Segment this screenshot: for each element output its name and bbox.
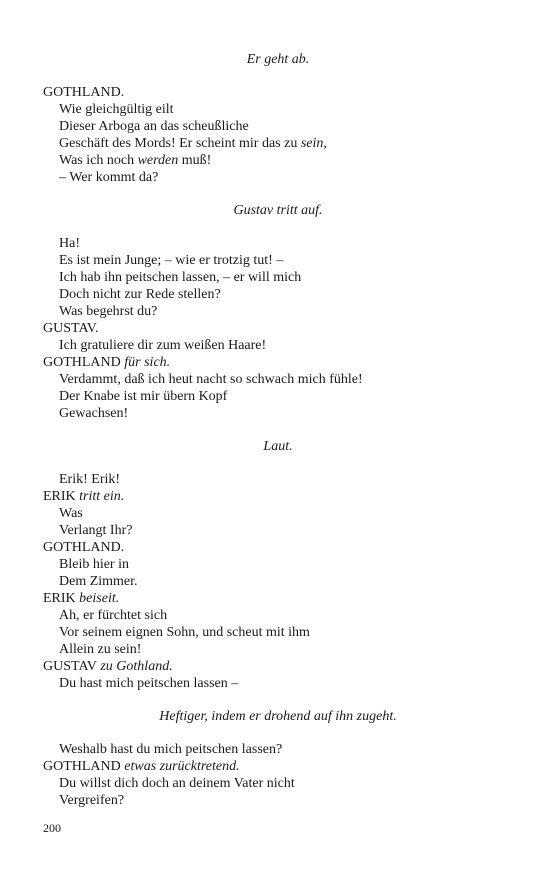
verse-text: Du willst dich doch an deinem Vater nicht — [59, 776, 295, 791]
speaker-line — [43, 488, 513, 505]
verse-text: Dieser Arboga an das scheußliche — [59, 119, 249, 134]
speaker-name: GOTHLAND. — [43, 540, 125, 555]
verse-line — [43, 169, 513, 186]
speaker-line — [43, 658, 513, 675]
verse-line — [43, 775, 513, 792]
verse-text: Ich gratuliere dir zum weißen Haare! — [59, 338, 267, 353]
spacer — [43, 68, 513, 84]
speaker-direction: etwas zurücktretend. — [120, 759, 240, 774]
verse-line — [43, 573, 513, 590]
verse-line — [43, 235, 513, 252]
speaker-line — [43, 84, 513, 101]
verse-line — [43, 607, 513, 624]
verse-text: Du hast mich peitschen lassen – — [59, 676, 239, 691]
verse-line — [43, 675, 513, 692]
verse-line — [43, 522, 513, 539]
spacer — [43, 219, 513, 235]
verse-line — [43, 641, 513, 658]
verse-text: Geschäft des Mords! Er scheint mir das zu — [59, 136, 301, 151]
speaker-line — [43, 354, 513, 371]
verse-text: Es ist mein Junge; – wie er trotzig tut! – — [59, 253, 284, 268]
verse-line — [43, 252, 513, 269]
speaker-direction: zu Gothland. — [96, 659, 173, 674]
play-text — [43, 51, 513, 809]
verse-text: Bleib hier in — [59, 557, 129, 572]
speaker-name: GOTHLAND. — [43, 85, 125, 100]
verse-line — [43, 371, 513, 388]
stage-direction: Er geht ab. — [246, 52, 310, 67]
verse-line — [43, 286, 513, 303]
verse-text: Verdammt, daß ich heut nacht so schwach mich fühle! — [59, 372, 363, 387]
speaker-name: GUSTAV — [43, 659, 97, 674]
verse-text: Verlangt Ihr? — [59, 523, 133, 538]
verse-line — [43, 505, 513, 522]
speaker-name: ERIK — [43, 489, 76, 504]
verse-line — [43, 269, 513, 286]
verse-line — [43, 118, 513, 135]
verse-line — [43, 556, 513, 573]
speaker-direction: beiseit. — [75, 591, 120, 606]
verse-text: Allein zu sein! — [59, 642, 142, 657]
verse-emphasis: werden — [137, 153, 179, 168]
verse-line — [43, 337, 513, 354]
verse-text: Der Knabe ist mir übern Kopf — [59, 389, 228, 404]
spacer — [43, 422, 513, 438]
verse-text: Erik! Erik! — [59, 472, 121, 487]
verse-text: Gewachsen! — [59, 406, 129, 421]
verse-text: Vergreifen? — [59, 793, 125, 808]
spacer — [43, 725, 513, 741]
verse-line — [43, 303, 513, 320]
verse-line — [43, 101, 513, 118]
verse-line — [43, 792, 513, 809]
verse-line — [43, 624, 513, 641]
verse-line — [43, 135, 513, 152]
verse-text: Was ich noch — [59, 153, 138, 168]
verse-text: Ich hab ihn peitschen lassen, – er will mich — [59, 270, 302, 285]
verse-line — [43, 405, 513, 422]
speaker-direction: für sich. — [120, 355, 171, 370]
verse-line — [43, 152, 513, 169]
speaker-line — [43, 590, 513, 607]
page-number: 200 — [43, 821, 61, 835]
stage-direction: Gustav tritt auf. — [233, 203, 323, 218]
spacer — [43, 692, 513, 708]
verse-text: Wie gleichgültig eilt — [59, 102, 174, 117]
verse-text: Was begehrst du? — [59, 304, 158, 319]
speaker-name: GUSTAV. — [43, 321, 99, 336]
verse-text: Dem Zimmer. — [59, 574, 138, 589]
speaker-name: ERIK — [43, 591, 76, 606]
speaker-name: GOTHLAND — [43, 759, 121, 774]
verse-text: Ah, er fürchtet sich — [59, 608, 168, 623]
verse-emphasis: sein, — [300, 136, 327, 151]
verse-text: – Wer kommt da? — [59, 170, 159, 185]
stage-direction: Laut. — [263, 439, 293, 454]
verse-text: Ha! — [59, 236, 80, 251]
verse-text: Doch nicht zur Rede stellen? — [59, 287, 221, 302]
speaker-line — [43, 758, 513, 775]
verse-text: muß! — [178, 153, 212, 168]
verse-line — [43, 741, 513, 758]
verse-line — [43, 388, 513, 405]
speaker-direction: tritt ein. — [75, 489, 125, 504]
verse-text: Vor seinem eignen Sohn, und scheut mit ihm — [59, 625, 310, 640]
stage-direction: Heftiger, indem er drohend auf ihn zugeht. — [159, 709, 397, 724]
verse-text: Was — [59, 506, 83, 521]
verse-text: Weshalb hast du mich peitschen lassen? — [59, 742, 283, 757]
speaker-line — [43, 539, 513, 556]
speaker-line — [43, 320, 513, 337]
speaker-name: GOTHLAND — [43, 355, 121, 370]
spacer — [43, 186, 513, 202]
verse-line — [43, 471, 513, 488]
spacer — [43, 455, 513, 471]
